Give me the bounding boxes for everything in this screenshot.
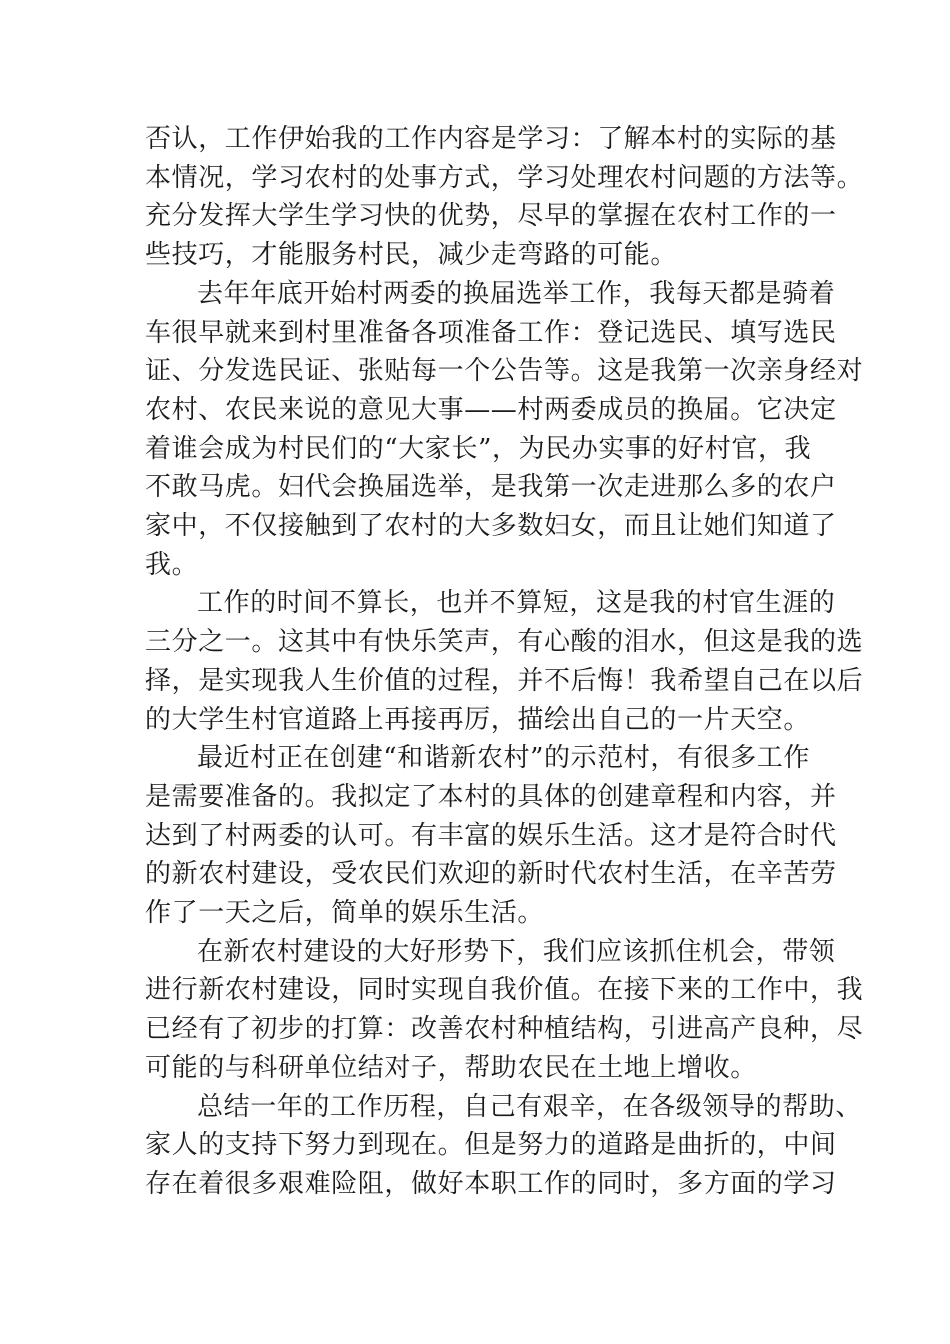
text-line: 存在着很多艰难险阻，做好本职工作的同时，多方面的学习 [145, 1168, 837, 1199]
document-body [145, 120, 864, 1204]
paragraph [145, 739, 837, 933]
text-line: 工作的时间不算长，也并不算短，这是我的村官生涯的 [197, 588, 836, 619]
text-line: 车很早就来到村里准备各项准备工作：登记选民、填写选民 [145, 317, 837, 348]
text-line: 家中，不仅接触到了农村的大多数妇女，而且让她们知道了 [145, 511, 837, 542]
text-line: 可能的与科研单位结对子，帮助农民在土地上增收。 [145, 1052, 757, 1083]
text-line: 去年年底开始村两委的换届选举工作，我每天都是骑着 [197, 278, 836, 309]
paragraph [145, 933, 864, 1088]
paragraph [145, 120, 864, 275]
text-line: 最近村正在创建“和谐新农村”的示范村，有很多工作 [197, 743, 810, 774]
text-line: 已经有了初步的打算：改善农村种植结构，引进高产良种，尽 [145, 1014, 864, 1045]
text-line: 家人的支持下努力到现在。但是努力的道路是曲折的，中间 [145, 1130, 837, 1161]
text-line: 否认，工作伊始我的工作内容是学习：了解本村的实际的基 [145, 124, 837, 154]
text-line: 三分之一。这其中有快乐笑声，有心酸的泪水，但这是我的选 [145, 627, 864, 658]
paragraph [145, 1088, 863, 1204]
text-line: 作了一天之后，简单的娱乐生活。 [145, 898, 545, 929]
text-line: 农村、农民来说的意见大事——村两委成员的换届。它决定 [145, 394, 837, 425]
text-line: 着谁会成为村民们的“大家长”，为民办实事的好村官，我 [145, 433, 812, 464]
text-line: 的大学生村官道路上再接再厉，描绘出自己的一片天空。 [145, 704, 811, 735]
text-line: 不敢马虎。妇代会换届选举，是我第一次走进那么多的农户 [145, 472, 837, 503]
text-line: 是需要准备的。我拟定了本村的具体的创建章程和内容，并 [145, 781, 837, 812]
text-line: 达到了村两委的认可。有丰富的娱乐生活。这才是符合时代 [145, 820, 837, 851]
text-line: 些技巧，才能服务村民，减少走弯路的可能。 [145, 240, 678, 271]
text-line: 总结一年的工作历程，自己有艰辛，在各级领导的帮助、 [197, 1091, 863, 1122]
paragraph [145, 584, 864, 739]
text-line: 在新农村建设的大好形势下，我们应该抓住机会，带领 [197, 936, 836, 967]
text-line: 充分发挥大学生学习快的优势，尽早的掌握在农村工作的一 [145, 201, 837, 232]
text-line: 证、分发选民证、张贴每一个公告等。这是我第一次亲身经对 [145, 356, 864, 387]
paragraph [145, 275, 864, 585]
text-line: 本情况，学习农村的处事方式，学习处理农村问题的方法等。 [145, 162, 864, 193]
text-line: 进行新农村建设，同时实现自我价值。在接下来的工作中，我 [145, 975, 864, 1006]
text-line: 的新农村建设，受农民们欢迎的新时代农村生活，在辛苦劳 [145, 859, 837, 890]
text-line: 择，是实现我人生价值的过程，并不后悔！我希望自己在以后 [145, 665, 864, 696]
text-line: 我。 [145, 549, 199, 580]
